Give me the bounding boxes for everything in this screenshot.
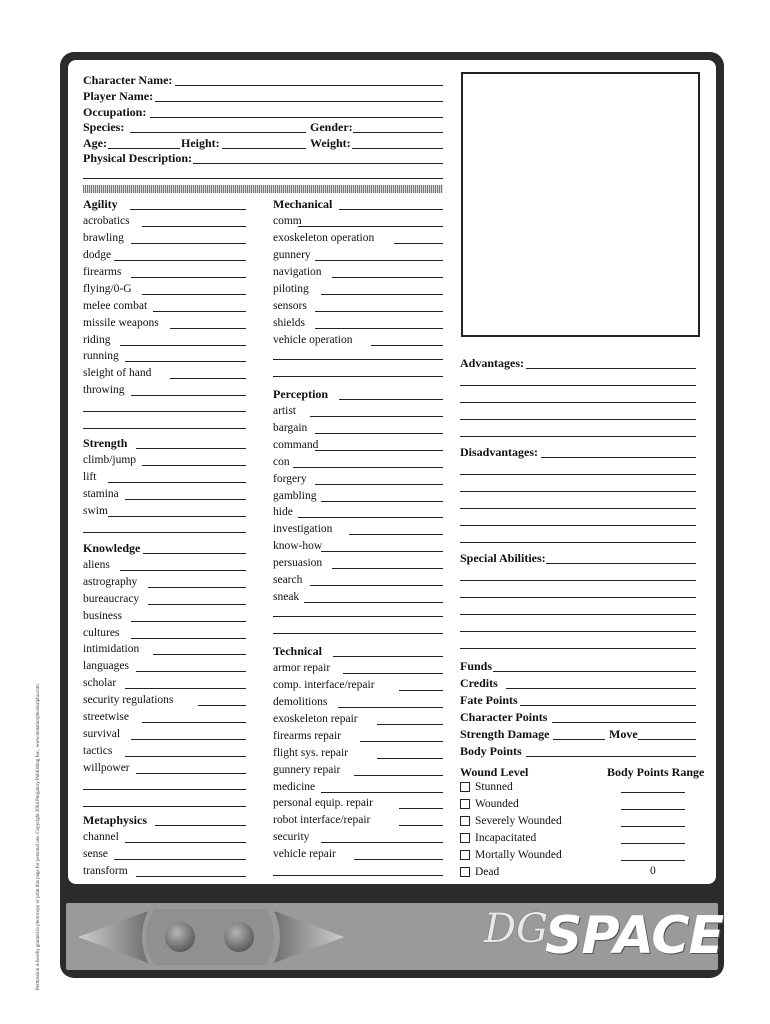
fate-points-label: Fate Points [460,693,518,707]
blank-skill-field[interactable] [273,616,443,617]
wound-checkbox[interactable] [460,867,470,877]
skill-label: survival [83,728,121,740]
species-label: Species: [83,120,125,134]
skill-value-field[interactable] [354,859,443,860]
skill-label: gunnery repair [273,764,341,776]
skill-label: firearms [83,266,122,278]
dg-monogram-logo: DG [484,906,549,952]
skill-label: climb/jump [83,454,137,466]
skill-label: sense [83,848,108,860]
skill-value-field[interactable] [321,842,443,843]
left-dot-icon [165,922,195,952]
skill-value-field[interactable] [338,707,443,708]
disadvantages-field[interactable] [460,491,696,492]
special-abilities-label: Special Abilities: [460,551,546,565]
divider-stripes [83,185,443,193]
height-field[interactable] [222,148,306,149]
skill-label: throwing [83,384,125,396]
blank-skill-field[interactable] [83,532,246,533]
player-name-field[interactable] [155,101,443,102]
wound-checkbox[interactable] [460,850,470,860]
skill-value-field[interactable] [377,724,443,725]
skill-label: acrobatics [83,215,130,227]
skill-label: tactics [83,745,113,757]
skill-value-field[interactable] [114,859,246,860]
skill-header: Mechanical [273,197,333,211]
skill-header: Strength [83,436,128,450]
skill-label: cultures [83,627,120,639]
skill-value-field[interactable] [142,294,246,295]
special-abilities-field[interactable] [460,648,696,649]
skill-value-field[interactable] [315,311,443,312]
credits-label: Credits [460,676,498,690]
skill-label: flight sys. repair [273,747,349,759]
body-points-range-field[interactable] [621,826,685,827]
skill-header: Perception [273,387,329,401]
skill-value-field[interactable] [131,395,246,396]
skill-value-field[interactable] [153,311,246,312]
skill-value-field[interactable] [155,825,246,826]
skill-label: security regulations [83,694,174,706]
body-points-range-field[interactable] [621,809,685,810]
fate-points-field[interactable] [520,705,696,706]
skill-label: dodge [83,249,112,261]
skill-value-field[interactable] [125,361,246,362]
skill-value-field[interactable] [170,328,246,329]
skill-value-field[interactable] [394,243,443,244]
character-name-field[interactable] [175,85,443,86]
skill-value-field[interactable] [293,467,443,468]
skill-label: gunnery [273,249,311,261]
blank-skill-field[interactable] [273,359,443,360]
skill-header: Knowledge [83,541,141,555]
skill-label: sneak [273,591,300,603]
skill-label: con [273,456,290,468]
body-points-field[interactable] [526,756,696,757]
special-abilities-field[interactable] [460,614,696,615]
skill-label: intimidation [83,643,140,655]
footer-divider [66,890,718,903]
wound-level-label: Mortally Wounded [475,849,562,861]
skill-label: artist [273,405,296,417]
skill-value-field[interactable] [298,517,443,518]
body-points-range-field[interactable] [621,792,685,793]
skill-label: exoskeleton operation [273,232,375,244]
skill-label: know-how [273,540,323,552]
skill-value-field[interactable] [399,690,443,691]
skill-value-field[interactable] [343,673,443,674]
character-points-label: Character Points [460,710,548,724]
skill-header: Metaphysics [83,813,147,827]
skill-label: brawling [83,232,124,244]
dead-range-value: 0 [650,865,656,877]
skill-value-field[interactable] [298,226,443,227]
age-field[interactable] [108,148,180,149]
skill-label: melee combat [83,300,148,312]
skill-value-field[interactable] [143,553,246,554]
advantages-field[interactable] [460,402,696,403]
wound-level-label: Stunned [475,781,513,793]
blank-skill-field[interactable] [273,376,443,377]
wound-checkbox[interactable] [460,782,470,792]
skill-label: security [273,831,310,843]
skill-value-field[interactable] [120,570,246,571]
skill-value-field[interactable] [125,756,246,757]
gender-label: Gender: [310,120,353,134]
skill-label: sleight of hand [83,367,152,379]
copyright-notice: Permission is hereby granted to photocopy or print this page for personal use. Copyright 2004 Purgatory Publishing Inc., www.metamorphosisalpha.com [36,684,41,990]
skill-label: bureaucracy [83,593,140,605]
occupation-label: Occupation: [83,105,147,119]
wound-checkbox[interactable] [460,816,470,826]
skill-value-field[interactable] [125,688,246,689]
skill-value-field[interactable] [198,705,246,706]
gender-field[interactable] [353,132,443,133]
skill-value-field[interactable] [377,758,443,759]
disadvantages-label: Disadvantages: [460,445,539,459]
skill-value-field[interactable] [321,551,443,552]
skill-value-field[interactable] [136,448,246,449]
skill-label: bargain [273,422,308,434]
blank-skill-field[interactable] [83,806,246,807]
skill-value-field[interactable] [315,433,443,434]
skill-value-field[interactable] [399,825,443,826]
disadvantages-field[interactable] [460,474,696,475]
skill-value-field[interactable] [148,587,246,588]
body-points-range-field[interactable] [621,843,685,844]
skill-value-field[interactable] [108,516,246,517]
funds-field[interactable] [493,671,696,672]
skill-label: demolitions [273,696,328,708]
skill-label: stamina [83,488,119,500]
skill-value-field[interactable] [315,450,443,451]
funds-label: Funds [460,659,493,673]
skill-value-field[interactable] [153,654,246,655]
character-name-label: Character Name: [83,73,173,87]
skill-label: search [273,574,303,586]
skill-label: comp. interface/repair [273,679,375,691]
skill-label: riding [83,334,111,346]
skill-value-field[interactable] [333,656,443,657]
player-name-label: Player Name: [83,89,154,103]
wound-level-label: Severely Wounded [475,815,562,827]
skill-label: piloting [273,283,309,295]
skill-label: channel [83,831,119,843]
move-field[interactable] [638,739,696,740]
special-abilities-field[interactable] [546,563,696,564]
left-arrow-icon [78,911,148,963]
physical-description-field[interactable] [193,163,443,164]
skill-value-field[interactable] [321,501,443,502]
blank-skill-field[interactable] [83,428,246,429]
skill-label: aliens [83,559,110,571]
wound-checkbox[interactable] [460,799,470,809]
skill-label: lift [83,471,97,483]
skill-label: exoskeleton repair [273,713,358,725]
skill-label: astrography [83,576,138,588]
blank-skill-field[interactable] [83,411,246,412]
space-logo: SPACE [545,906,724,966]
advantages-field[interactable] [460,385,696,386]
skill-header: Technical [273,644,322,658]
disadvantages-field[interactable] [460,508,696,509]
skill-value-field[interactable] [142,226,246,227]
species-field[interactable] [130,132,306,133]
skill-value-field[interactable] [339,209,443,210]
weight-field[interactable] [352,148,443,149]
skill-value-field[interactable] [371,345,443,346]
skill-value-field[interactable] [125,499,246,500]
skill-label: navigation [273,266,322,278]
body-points-label: Body Points [460,744,522,758]
character-portrait-box[interactable] [461,72,700,337]
right-dot-icon [224,922,254,952]
skill-label: comm [273,215,302,227]
wound-level-header: Wound Level [460,765,529,779]
skill-value-field[interactable] [131,621,246,622]
wound-level-label: Wounded [475,798,519,810]
physical-description-label: Physical Description: [83,151,192,165]
skill-value-field[interactable] [349,534,443,535]
advantages-field[interactable] [526,368,696,369]
height-label: Height: [181,136,220,150]
skill-value-field[interactable] [125,842,246,843]
skill-value-field[interactable] [399,808,443,809]
strength-damage-field[interactable] [553,739,605,740]
skill-value-field[interactable] [130,209,246,210]
skill-value-field[interactable] [304,602,443,603]
blank-skill-field[interactable] [273,633,443,634]
skill-label: medicine [273,781,316,793]
blank-skill-field[interactable] [83,789,246,790]
skill-value-field[interactable] [332,277,443,278]
skill-value-field[interactable] [148,604,246,605]
wound-level-label: Incapacitated [475,832,537,844]
skill-value-field[interactable] [315,328,443,329]
physical-description-field-2[interactable] [83,178,443,179]
skill-value-field[interactable] [131,638,246,639]
skill-value-field[interactable] [131,277,246,278]
skill-label: hide [273,506,293,518]
wound-checkbox[interactable] [460,833,470,843]
skill-value-field[interactable] [339,399,443,400]
skill-value-field[interactable] [120,345,246,346]
special-abilities-field[interactable] [460,631,696,632]
skill-label: transform [83,865,128,877]
skill-label: persuasion [273,557,323,569]
skill-label: flying/0-G [83,283,132,295]
skill-value-field[interactable] [321,294,443,295]
skill-label: personal equip. repair [273,797,373,809]
disadvantages-field[interactable] [460,525,696,526]
skill-label: robot interface/repair [273,814,371,826]
advantages-field[interactable] [460,419,696,420]
skill-label: swim [83,505,108,517]
disadvantages-field[interactable] [460,542,696,543]
skill-label: willpower [83,762,130,774]
right-arrow-icon [274,911,344,963]
skill-value-field[interactable] [321,792,443,793]
skill-label: gambling [273,490,317,502]
skill-value-field[interactable] [142,722,246,723]
credits-field[interactable] [506,688,696,689]
strength-damage-label: Strength Damage [460,727,550,741]
skill-label: languages [83,660,129,672]
age-label: Age: [83,136,107,150]
disadvantages-field[interactable] [541,457,696,458]
skill-value-field[interactable] [114,260,246,261]
move-label: Move [609,727,638,741]
skill-value-field[interactable] [131,739,246,740]
blank-skill-field[interactable] [273,875,443,876]
occupation-field[interactable] [150,117,443,118]
skill-value-field[interactable] [136,876,246,877]
skill-value-field[interactable] [360,741,443,742]
wound-level-label: Dead [475,866,500,878]
body-points-range-header: Body Points Range [607,765,705,779]
skill-label: firearms repair [273,730,342,742]
advantages-label: Advantages: [460,356,525,370]
skill-value-field[interactable] [354,775,443,776]
skill-label: sensors [273,300,307,312]
character-points-field[interactable] [552,722,696,723]
skill-label: forgery [273,473,307,485]
special-abilities-field[interactable] [460,597,696,598]
skill-value-field[interactable] [136,773,246,774]
skill-label: running [83,350,119,362]
skill-label: business [83,610,122,622]
skill-label: investigation [273,523,333,535]
skill-value-field[interactable] [315,260,443,261]
skill-label: command [273,439,319,451]
advantages-field[interactable] [460,436,696,437]
skill-label: scholar [83,677,117,689]
skill-header: Agility [83,197,118,211]
skill-value-field[interactable] [310,416,443,417]
skill-value-field[interactable] [332,568,443,569]
skill-label: armor repair [273,662,331,674]
skill-value-field[interactable] [108,482,246,483]
skill-label: missile weapons [83,317,159,329]
skill-value-field[interactable] [131,243,246,244]
body-points-range-field[interactable] [621,860,685,861]
skill-value-field[interactable] [142,465,246,466]
weight-label: Weight: [310,136,351,150]
skill-label: streetwise [83,711,129,723]
skill-value-field[interactable] [310,585,443,586]
skill-value-field[interactable] [315,484,443,485]
special-abilities-field[interactable] [460,580,696,581]
skill-value-field[interactable] [136,671,246,672]
skill-label: vehicle operation [273,334,353,346]
skill-label: vehicle repair [273,848,336,860]
skill-label: shields [273,317,305,329]
skill-value-field[interactable] [170,378,246,379]
